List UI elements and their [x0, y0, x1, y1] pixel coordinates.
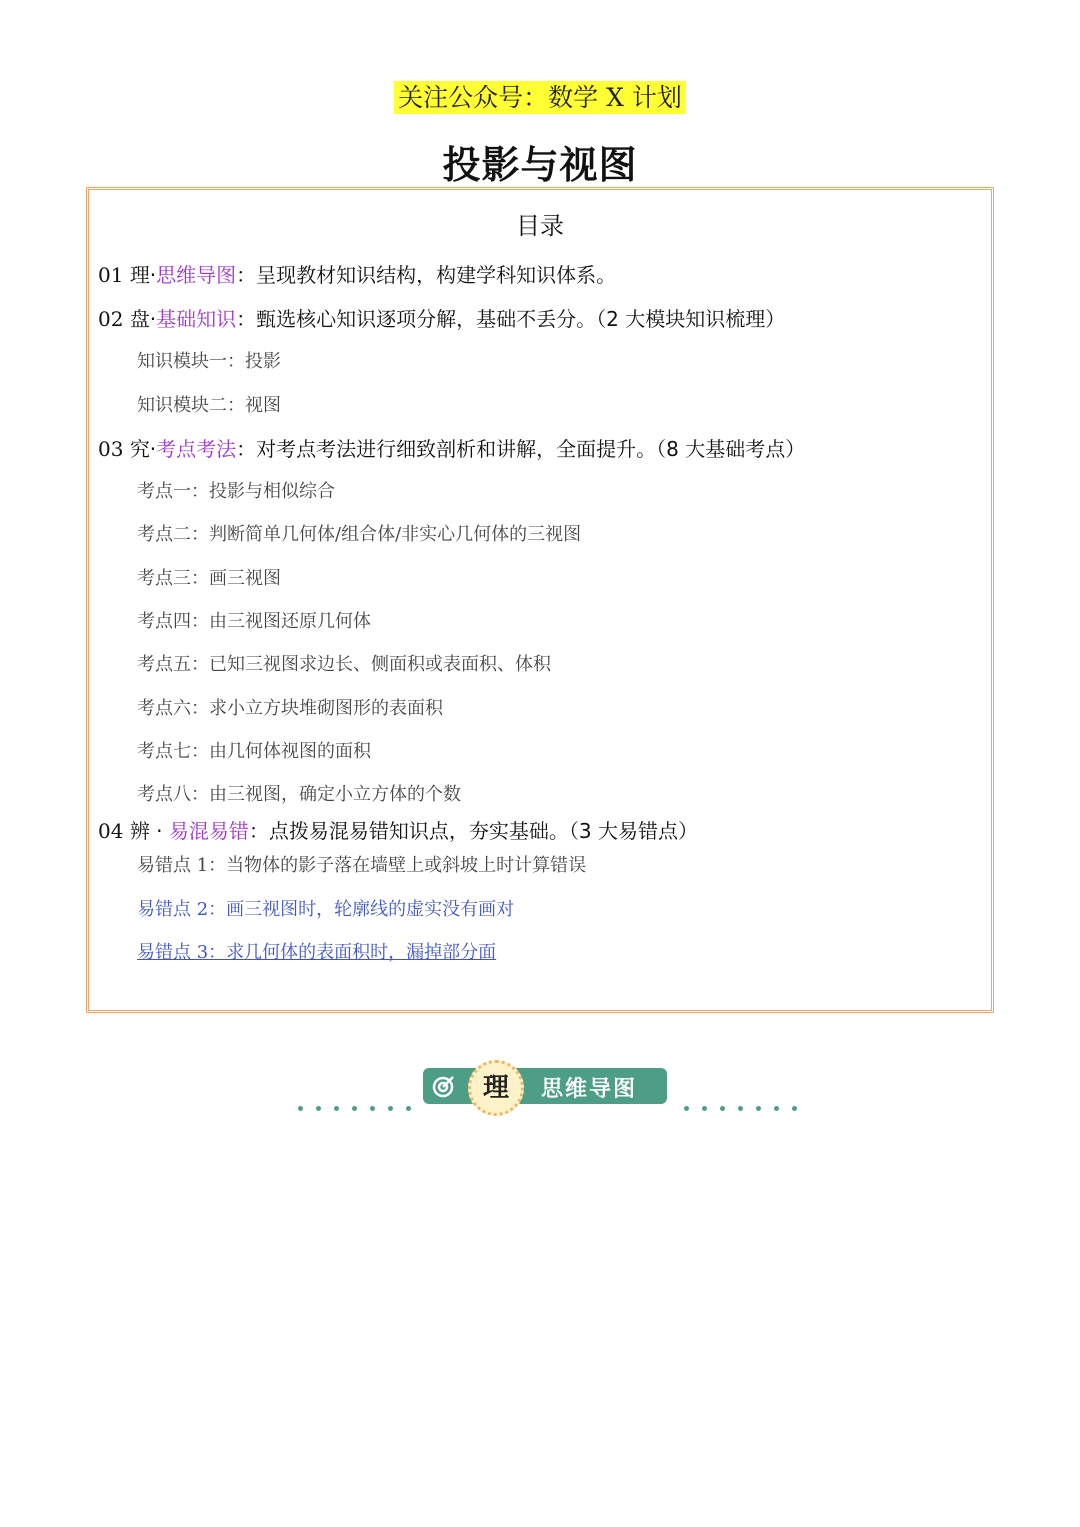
section-text: ：对考点考法进行细致剖析和讲解，全面提升。（8 大基础考点） [236, 437, 806, 461]
section-highlight: 考点考法 [156, 437, 237, 461]
section-number: 04 [98, 819, 124, 843]
error-item-link[interactable]: 易错点 2：画三视图时，轮廓线的虚实没有画对 [137, 899, 515, 920]
section-prefix: 究· [129, 437, 157, 461]
target-icon [429, 1073, 459, 1099]
kaodian-item: 考点五：已知三视图求边长、侧面积或表面积、体积 [137, 654, 551, 675]
kaodian-item: 考点八：由三视图，确定小立方体的个数 [137, 784, 461, 805]
banner-text: 关注公众号：数学 X 计划 [394, 81, 686, 114]
divider-badge: 理 [468, 1060, 524, 1116]
toc-section-04 [98, 815, 698, 844]
section-highlight: 易混易错 [168, 819, 249, 843]
kaodian-item: 考点一：投影与相似综合 [137, 481, 335, 502]
kaodian-item: 考点二：判断简单几何体/组合体/非实心几何体的三视图 [137, 524, 582, 545]
section-divider-pill [423, 1068, 667, 1104]
section-highlight: 思维导图 [156, 263, 237, 287]
page-title: 投影与视图 [442, 143, 638, 187]
toc-heading: 目录 [516, 212, 564, 240]
section-prefix: 盘· [129, 307, 157, 331]
wechat-banner [0, 78, 1080, 114]
toc-section-01 [98, 259, 616, 288]
kaodian-item: 考点三：画三视图 [137, 568, 281, 589]
toc-section-02 [98, 303, 785, 332]
module-item: 知识模块二：视图 [137, 395, 281, 416]
kaodian-item: 考点四：由三视图还原几何体 [137, 611, 371, 632]
dots-left [298, 1096, 424, 1106]
section-highlight: 基础知识 [156, 307, 237, 331]
error-item: 易错点 1：当物体的影子落在墙壁上或斜坡上时计算错误 [137, 855, 587, 876]
dots-right [684, 1096, 810, 1106]
kaodian-item: 考点六：求小立方块堆砌图形的表面积 [137, 698, 443, 719]
kaodian-item: 考点七：由几何体视图的面积 [137, 741, 371, 762]
section-number: 02 [98, 307, 124, 331]
section-prefix: 辨 · [129, 819, 169, 843]
toc-section-03 [98, 433, 805, 462]
section-number: 01 [98, 263, 124, 287]
section-text: ：甄选核心知识逐项分解，基础不丢分。（2 大模块知识梳理） [236, 307, 786, 331]
section-text: ：点拨易混易错知识点，夯实基础。（3 大易错点） [248, 819, 698, 843]
section-text: ：呈现教材知识结构，构建学科知识体系。 [236, 263, 617, 287]
module-item: 知识模块一：投影 [137, 351, 281, 372]
error-item-link[interactable]: 易错点 3：求几何体的表面积时，漏掉部分面 [137, 942, 497, 963]
divider-label: 思维导图 [541, 1077, 638, 1102]
section-prefix: 理· [129, 263, 157, 287]
section-number: 03 [98, 437, 124, 461]
